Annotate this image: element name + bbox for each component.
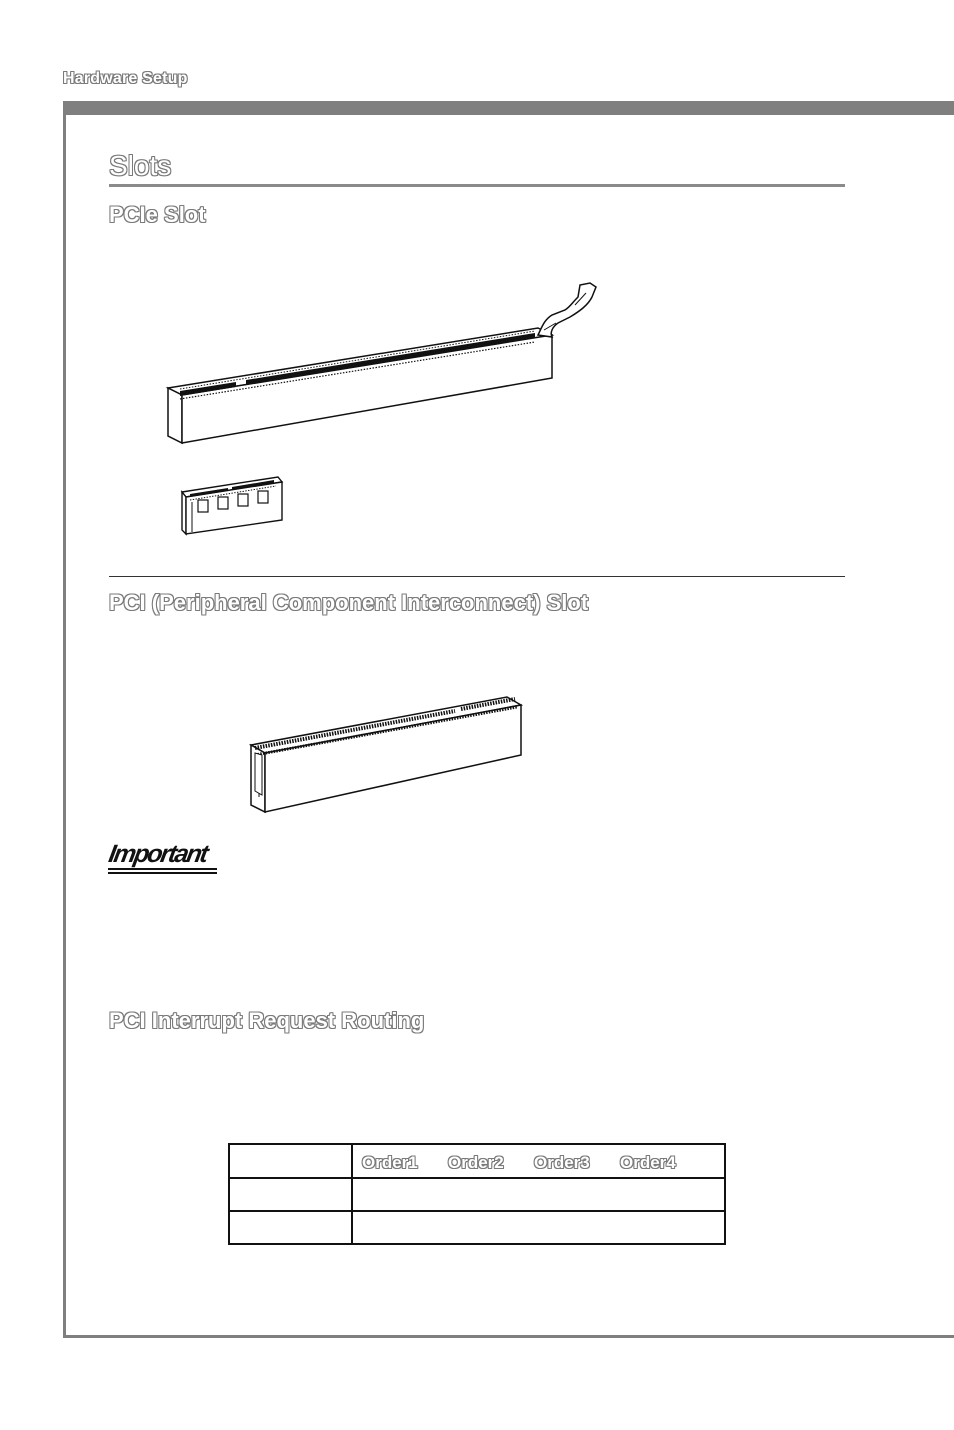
running-head: Hardware Setup <box>63 70 188 87</box>
pcie-x1-slot-illustration <box>178 472 288 542</box>
irq-routing-table <box>228 1143 726 1245</box>
left-page-rule <box>63 101 66 1338</box>
column-header-order4: Order4 <box>620 1153 676 1172</box>
column-header-order3: Order3 <box>534 1153 590 1172</box>
pcie-heading: PCIe Slot <box>109 202 206 227</box>
column-header-order1: Order1 <box>362 1153 418 1172</box>
section-title: Slots <box>109 150 172 181</box>
section-title-rule <box>109 184 845 187</box>
important-label: Important <box>106 840 209 868</box>
irq-heading: PCI Interrupt Request Routing <box>109 1008 425 1033</box>
table-row <box>230 1212 724 1243</box>
pci-heading: PCI (Peripheral Component Interconnect) Slot <box>109 590 589 615</box>
table-header-row <box>230 1145 724 1177</box>
bottom-page-rule <box>63 1335 954 1338</box>
important-underline <box>108 868 217 874</box>
column-header-order2: Order2 <box>448 1153 504 1172</box>
header-bar <box>63 101 954 115</box>
table-row <box>230 1179 724 1210</box>
pci-section-rule <box>109 576 845 577</box>
pcie-x16-slot-illustration <box>160 275 610 450</box>
pci-slot-illustration <box>245 685 530 817</box>
